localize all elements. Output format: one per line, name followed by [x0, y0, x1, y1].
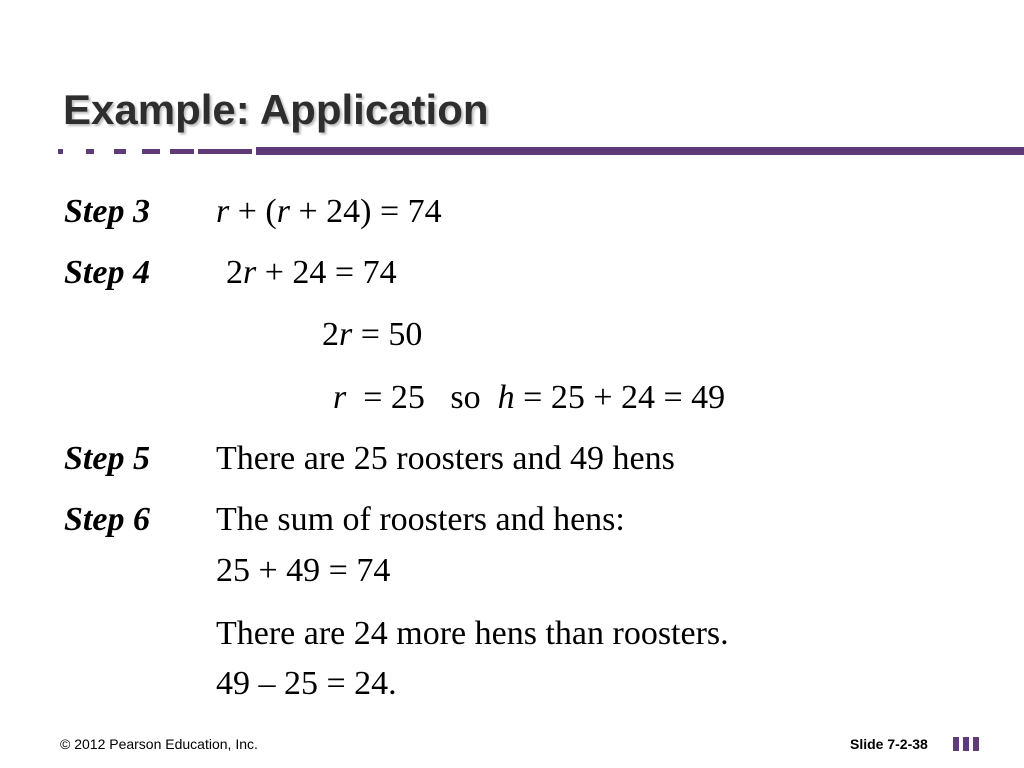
divider-dash [226, 149, 252, 154]
divider-dash [170, 149, 194, 154]
step-4-label: Step 4 [64, 254, 150, 291]
divider-dash [58, 149, 63, 154]
slide-number: Slide 7-2-38 [850, 736, 928, 752]
step-5-text: There are 25 roosters and 49 hens [216, 440, 675, 477]
eq-part: 2 [226, 254, 243, 291]
eq-part: = 25 + 24 = 49 [514, 379, 726, 416]
step-3-label: Step 3 [64, 193, 150, 230]
var-r: r [243, 254, 257, 291]
var-h: h [497, 379, 515, 416]
slide-title: Example: Application [63, 86, 489, 133]
divider-line [256, 147, 1024, 155]
step-4-equation-1 [226, 254, 397, 292]
footer-bar [963, 737, 969, 751]
step-6-line-3: There are 24 more hens than roosters. [216, 615, 729, 652]
eq-part: + ( [229, 193, 277, 230]
copyright-notice: © 2012 Pearson Education, Inc. [60, 736, 258, 752]
divider-dash [198, 149, 226, 154]
eq-part: + 24 = 74 [256, 254, 397, 291]
divider-dash [114, 149, 126, 154]
var-r: r [276, 193, 290, 230]
footer-bar [953, 737, 959, 751]
divider-dash [142, 149, 160, 154]
step-6-line-4: 49 – 25 = 24. [216, 665, 397, 702]
var-r: r [333, 379, 347, 416]
eq-part: 2 [322, 316, 339, 353]
divider-dash [86, 149, 94, 154]
step-6-line-2: 25 + 49 = 74 [216, 552, 391, 589]
eq-part: + 24) = 74 [289, 193, 442, 230]
eq-part: = 50 [352, 316, 423, 353]
step-4-equation-3 [333, 379, 725, 417]
var-r: r [216, 193, 230, 230]
title-divider [58, 146, 1024, 157]
footer-bar [973, 737, 979, 751]
step-5-label: Step 5 [64, 440, 150, 477]
var-r: r [339, 316, 353, 353]
step-6-label: Step 6 [64, 501, 150, 538]
eq-part: = 25 so [346, 379, 498, 416]
step-4-equation-2 [322, 316, 422, 354]
step-6-line-1: The sum of roosters and hens: [216, 501, 625, 538]
step-3-equation [216, 193, 442, 231]
